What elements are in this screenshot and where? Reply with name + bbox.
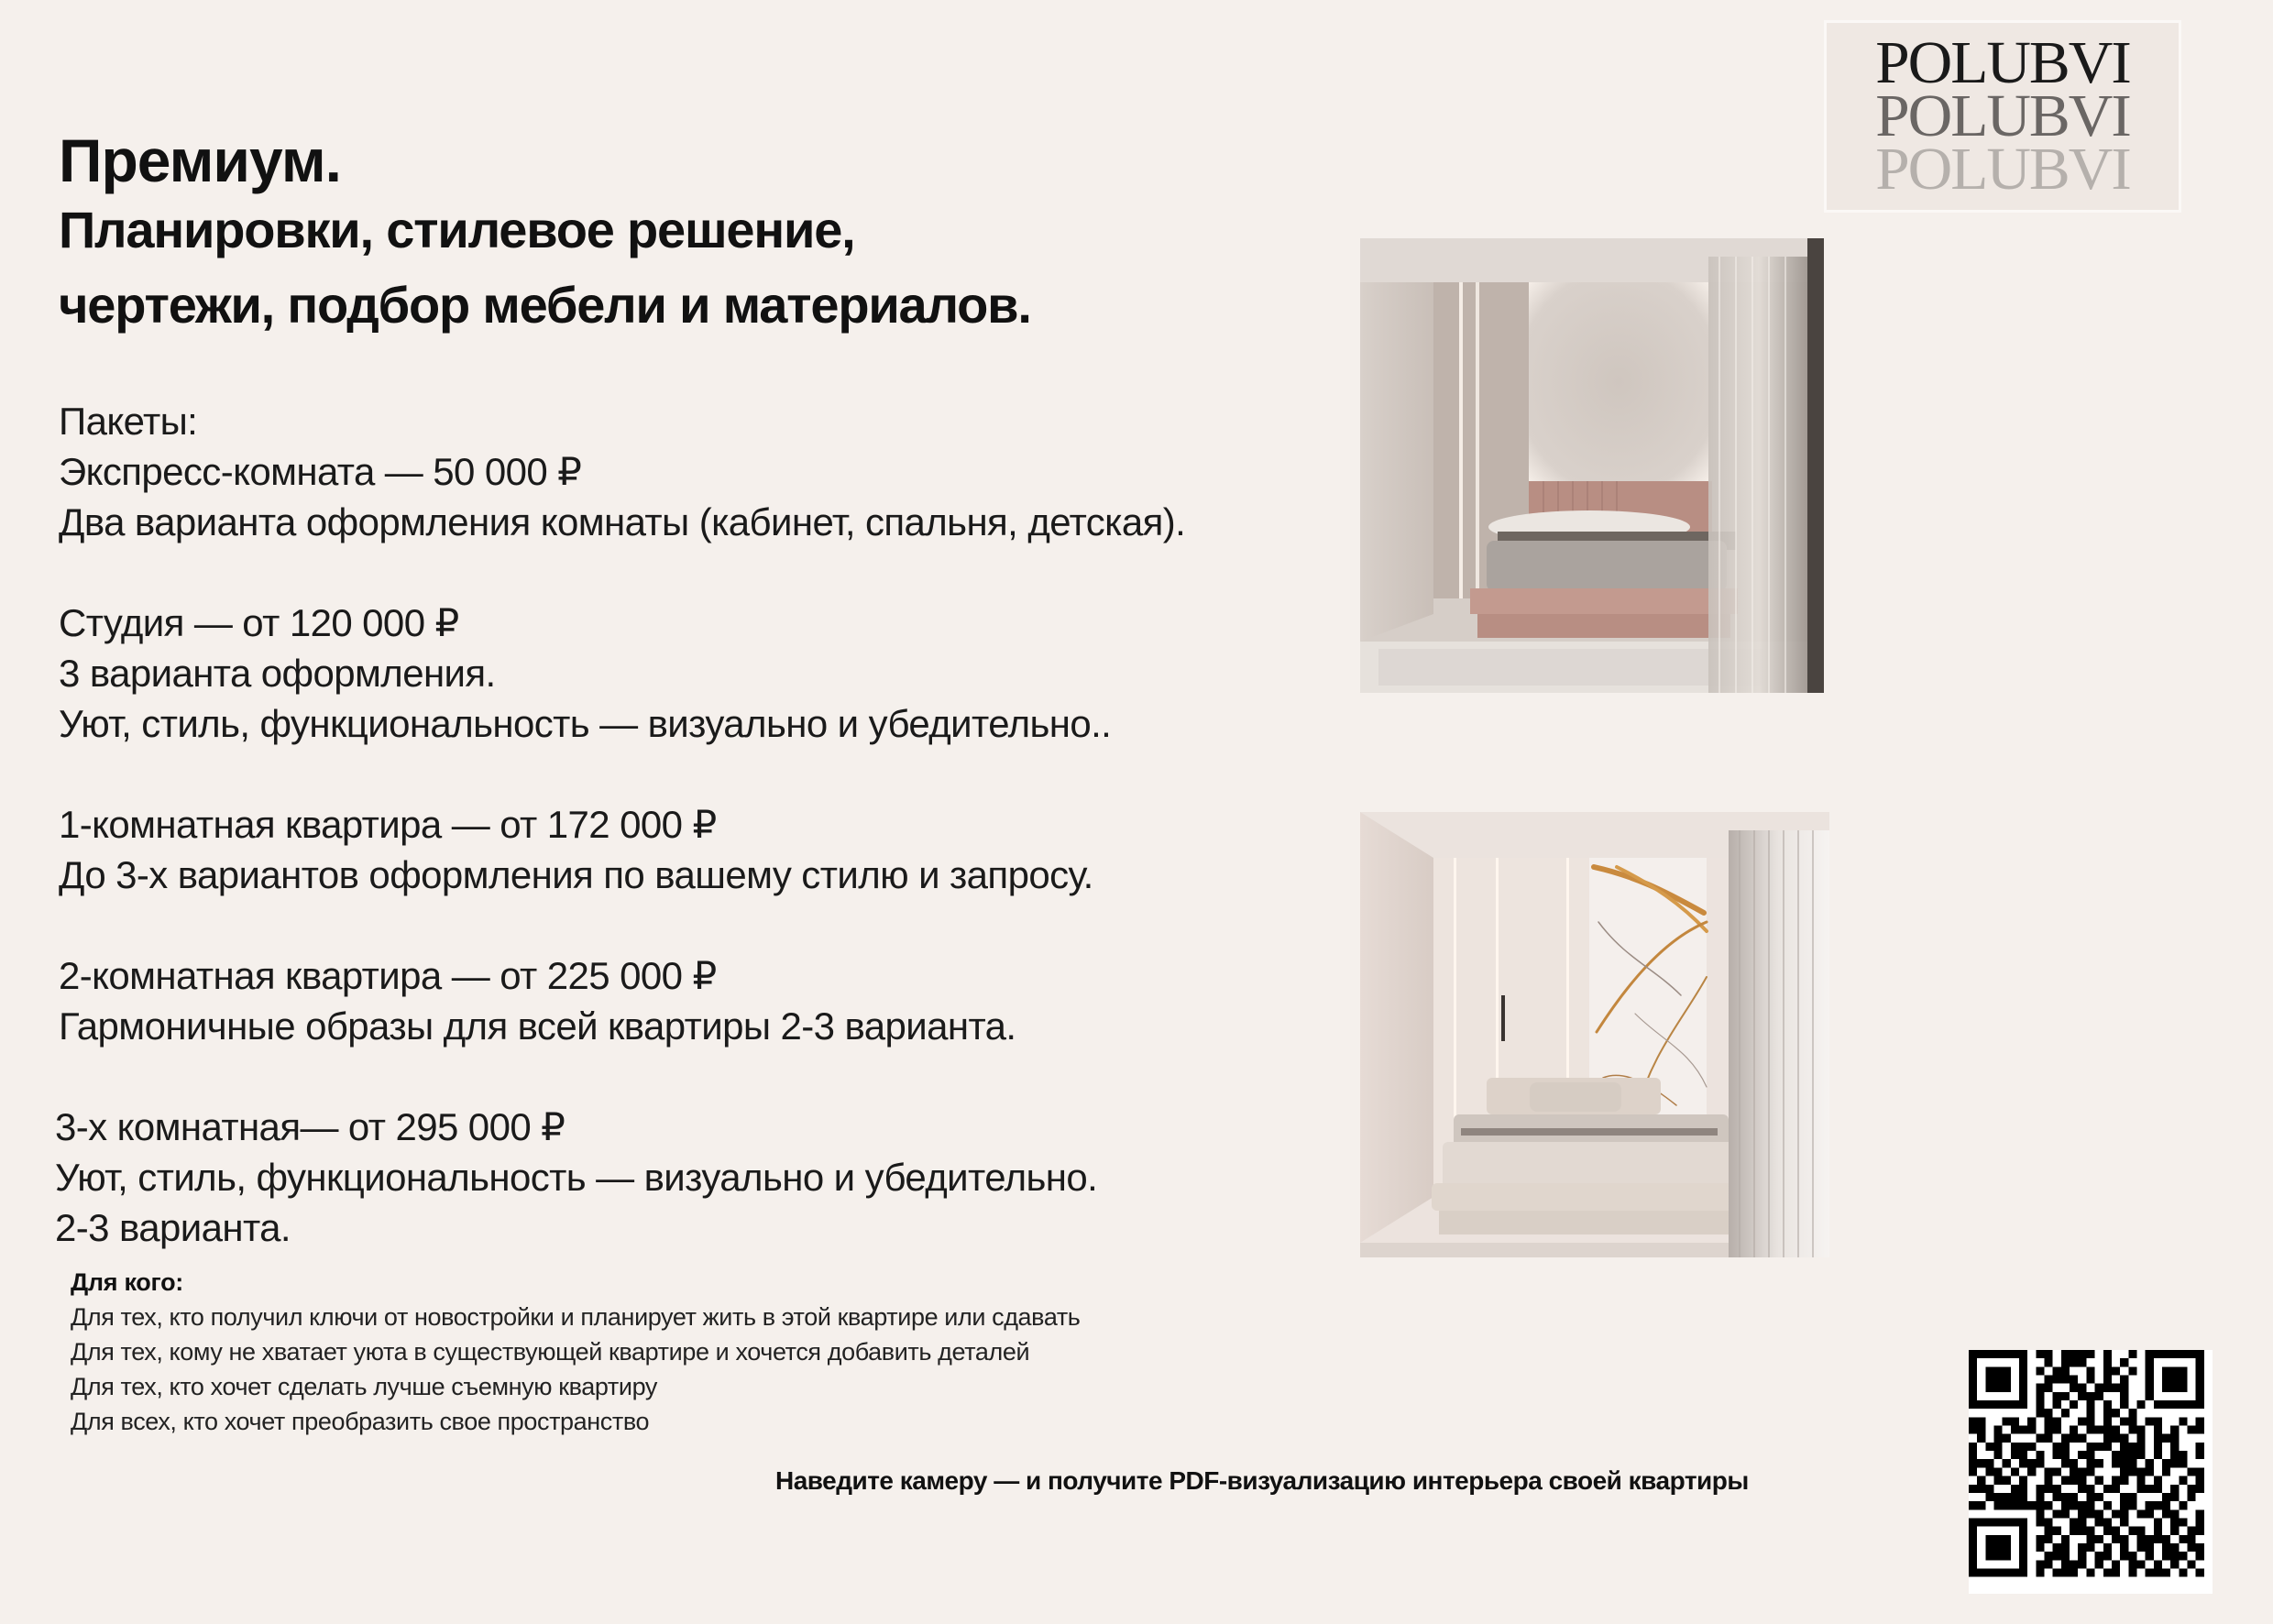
package-item [59, 598, 1323, 749]
qr-code-icon[interactable] [1969, 1350, 2213, 1594]
packages-list [55, 396, 1323, 1253]
package-description: 3 варианта оформления. [59, 652, 496, 695]
audience-item: Для всех, кто хочет преобразить свое пространство [71, 1408, 650, 1435]
package-title: 3-х комнатная— от 295 000 ₽ [55, 1105, 566, 1148]
page-title: Премиум. [59, 126, 341, 194]
audience-item: Для тех, кому не хватает уюта в существующей квартире и хочется добавить деталей [71, 1338, 1030, 1366]
package-title: 1-комнатная квартира — от 172 000 ₽ [59, 803, 717, 846]
package-title: Экспресс-комната — 50 000 ₽ [59, 450, 582, 493]
package-title: Студия — от 120 000 ₽ [59, 601, 459, 644]
brand-logo [1824, 20, 2181, 213]
target-audience [71, 1265, 1080, 1439]
package-description: До 3-х вариантов оформления по вашему стилю и запросу. [59, 853, 1093, 896]
package-description: Уют, стиль, функциональность — визуально и убедительно.. [59, 702, 1112, 745]
logo-text: POLUBVI [1875, 136, 2130, 203]
package-item [59, 950, 1323, 1051]
package-description: Два варианта оформления комнаты (кабинет, спальня, детская). [59, 500, 1186, 543]
logo-text: POLUBVI [1875, 82, 2130, 149]
interior-photo-bedroom-1 [1360, 238, 1824, 693]
qr-call-to-action: Наведите камеру — и получите PDF-визуализацию интерьера своей квартиры [775, 1466, 1749, 1495]
interior-photo-bedroom-2 [1360, 812, 1829, 1257]
package-item [59, 446, 1323, 547]
page-subtitle-line-2: чертежи, подбор мебели и материалов. [59, 276, 1031, 334]
page-subtitle-line-1: Планировки, стилевое решение, [59, 201, 855, 258]
package-item [59, 799, 1323, 900]
package-description: Гармоничные образы для всей квартиры 2-3 варианта. [59, 1004, 1016, 1048]
audience-item: Для тех, кто получил ключи от новостройки и планирует жить в этой квартире или сдавать [71, 1303, 1081, 1331]
logo-text: POLUBVI [1875, 29, 2130, 96]
audience-title: Для кого: [71, 1268, 183, 1296]
package-description: 2-3 варианта. [55, 1206, 291, 1249]
package-title: 2-комнатная квартира — от 225 000 ₽ [59, 954, 717, 997]
packages-label: Пакеты: [59, 400, 198, 443]
audience-item: Для тех, кто хочет сделать лучше съемную квартиру [71, 1373, 657, 1400]
package-description: Уют, стиль, функциональность — визуально и убедительно. [55, 1156, 1098, 1199]
page-heading [59, 128, 1031, 343]
package-item [55, 1102, 1323, 1253]
